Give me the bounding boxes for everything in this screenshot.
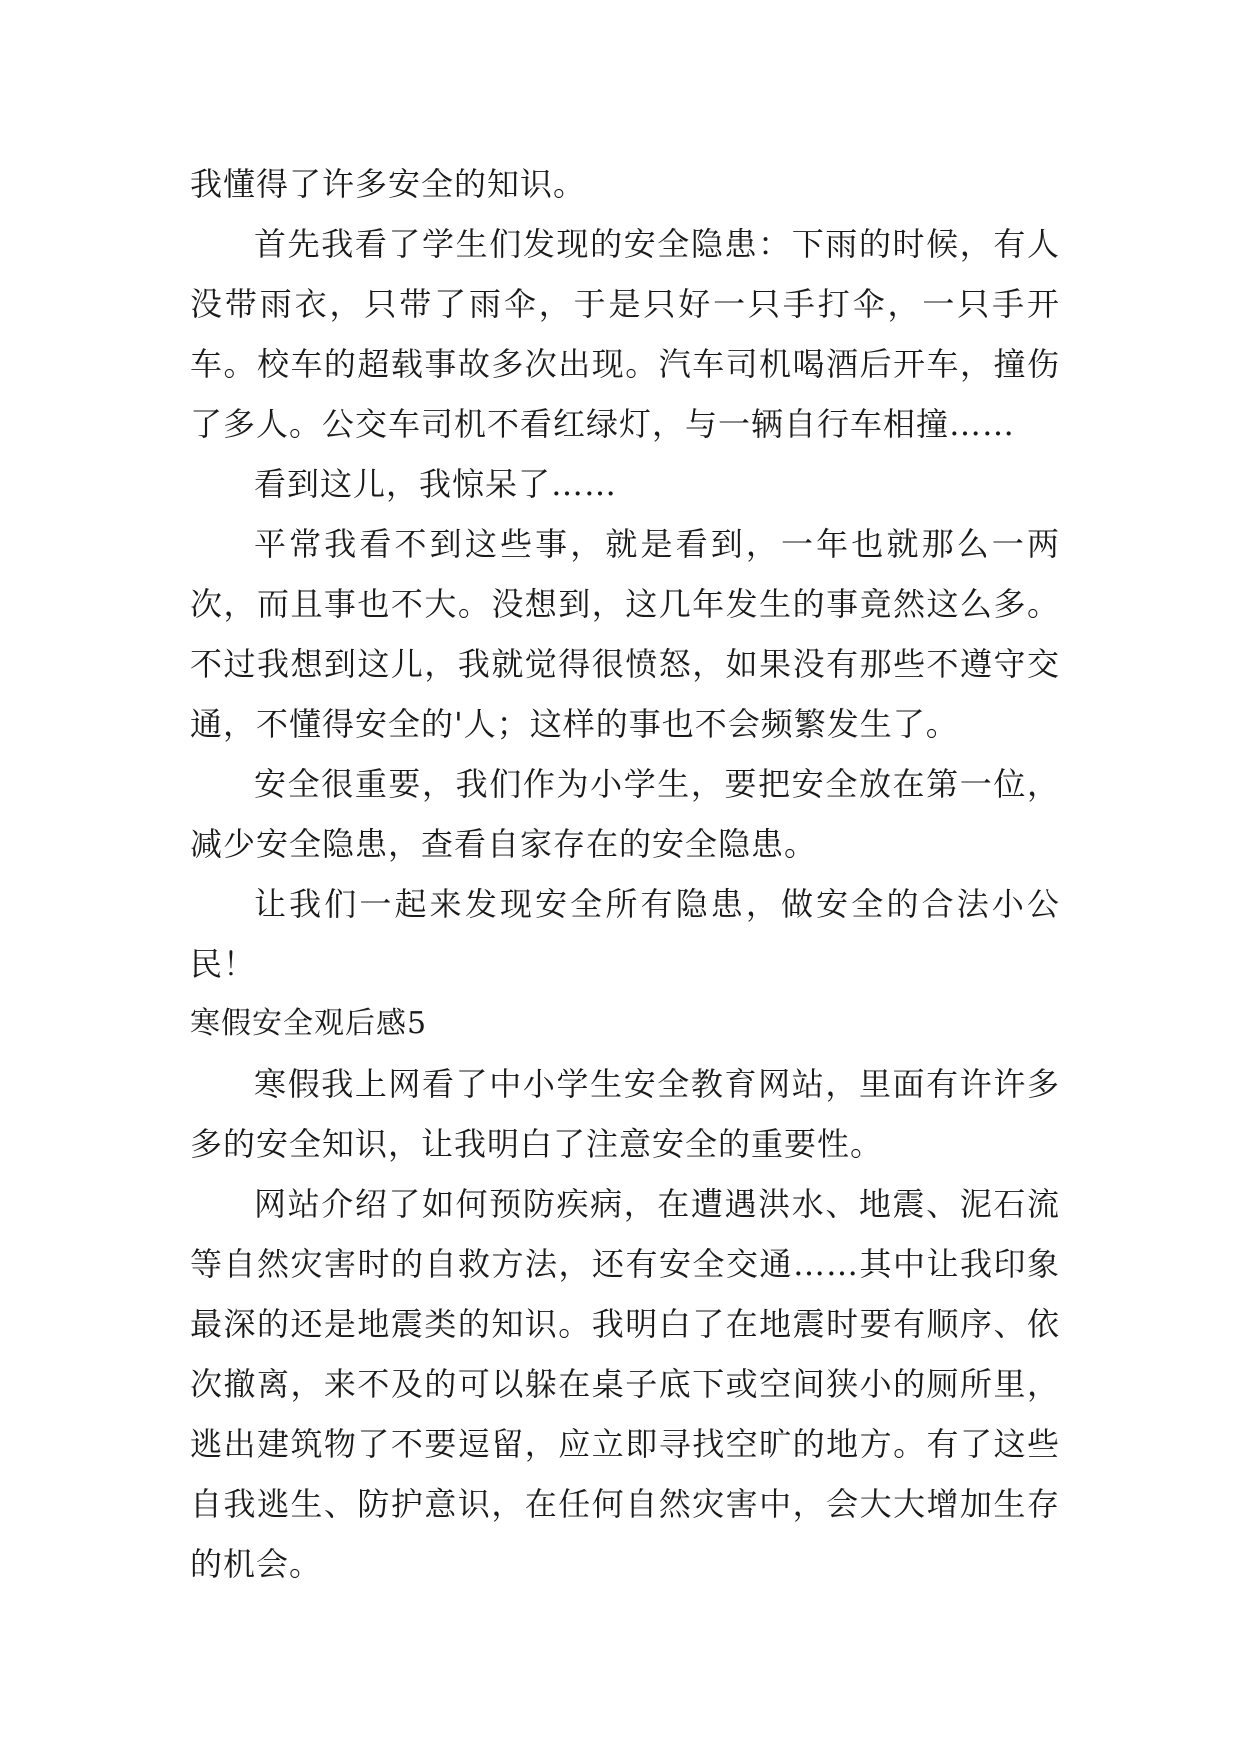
- paragraph: 看到这儿，我惊呆了……: [254, 465, 618, 503]
- paragraph-continuation: 我懂得了许多安全的知识。: [190, 165, 587, 203]
- paragraph: 寒假我上网看了中小学生安全教育网站，里面有许许多多的安全知识，让我明白了注意安全的重要性。: [190, 1065, 1060, 1163]
- paragraph: 平常我看不到这些事，就是看到，一年也就那么一两次，而且事也不大。没想到，这几年发生的事竟然这么多。不过我想到这儿，我就觉得很愤怒，如果没有那些不遵守交通，不懂得安全的'人；这样的事也不会频繁发生了。: [190, 525, 1060, 743]
- paragraph: 让我们一起来发现安全所有隐患，做安全的合法小公民！: [190, 885, 1060, 983]
- document-body: [190, 154, 1060, 1594]
- paragraph: 首先我看了学生们发现的安全隐患：下雨的时候，有人没带雨衣，只带了雨伞，于是只好一只手打伞，一只手开车。校车的超载事故多次出现。汽车司机喝酒后开车，撞伤了多人。公交车司机不看红绿灯，与一辆自行车相撞……: [190, 225, 1060, 443]
- section-title: 寒假安全观后感5: [190, 1006, 428, 1041]
- paragraph: 安全很重要，我们作为小学生，要把安全放在第一位，减少安全隐患，查看自家存在的安全隐患。: [190, 765, 1060, 863]
- paragraph: 网站介绍了如何预防疾病，在遭遇洪水、地震、泥石流等自然灾害时的自救方法，还有安全交通……其中让我印象最深的还是地震类的知识。我明白了在地震时要有顺序、依次撤离，来不及的可以躲在桌子底下或空间狭小的厕所里，逃出建筑物了不要逗留，应立即寻找空旷的地方。有了这些自我逃生、防护意识，在任何自然灾害中，会大大增加生存的机会。: [190, 1185, 1060, 1583]
